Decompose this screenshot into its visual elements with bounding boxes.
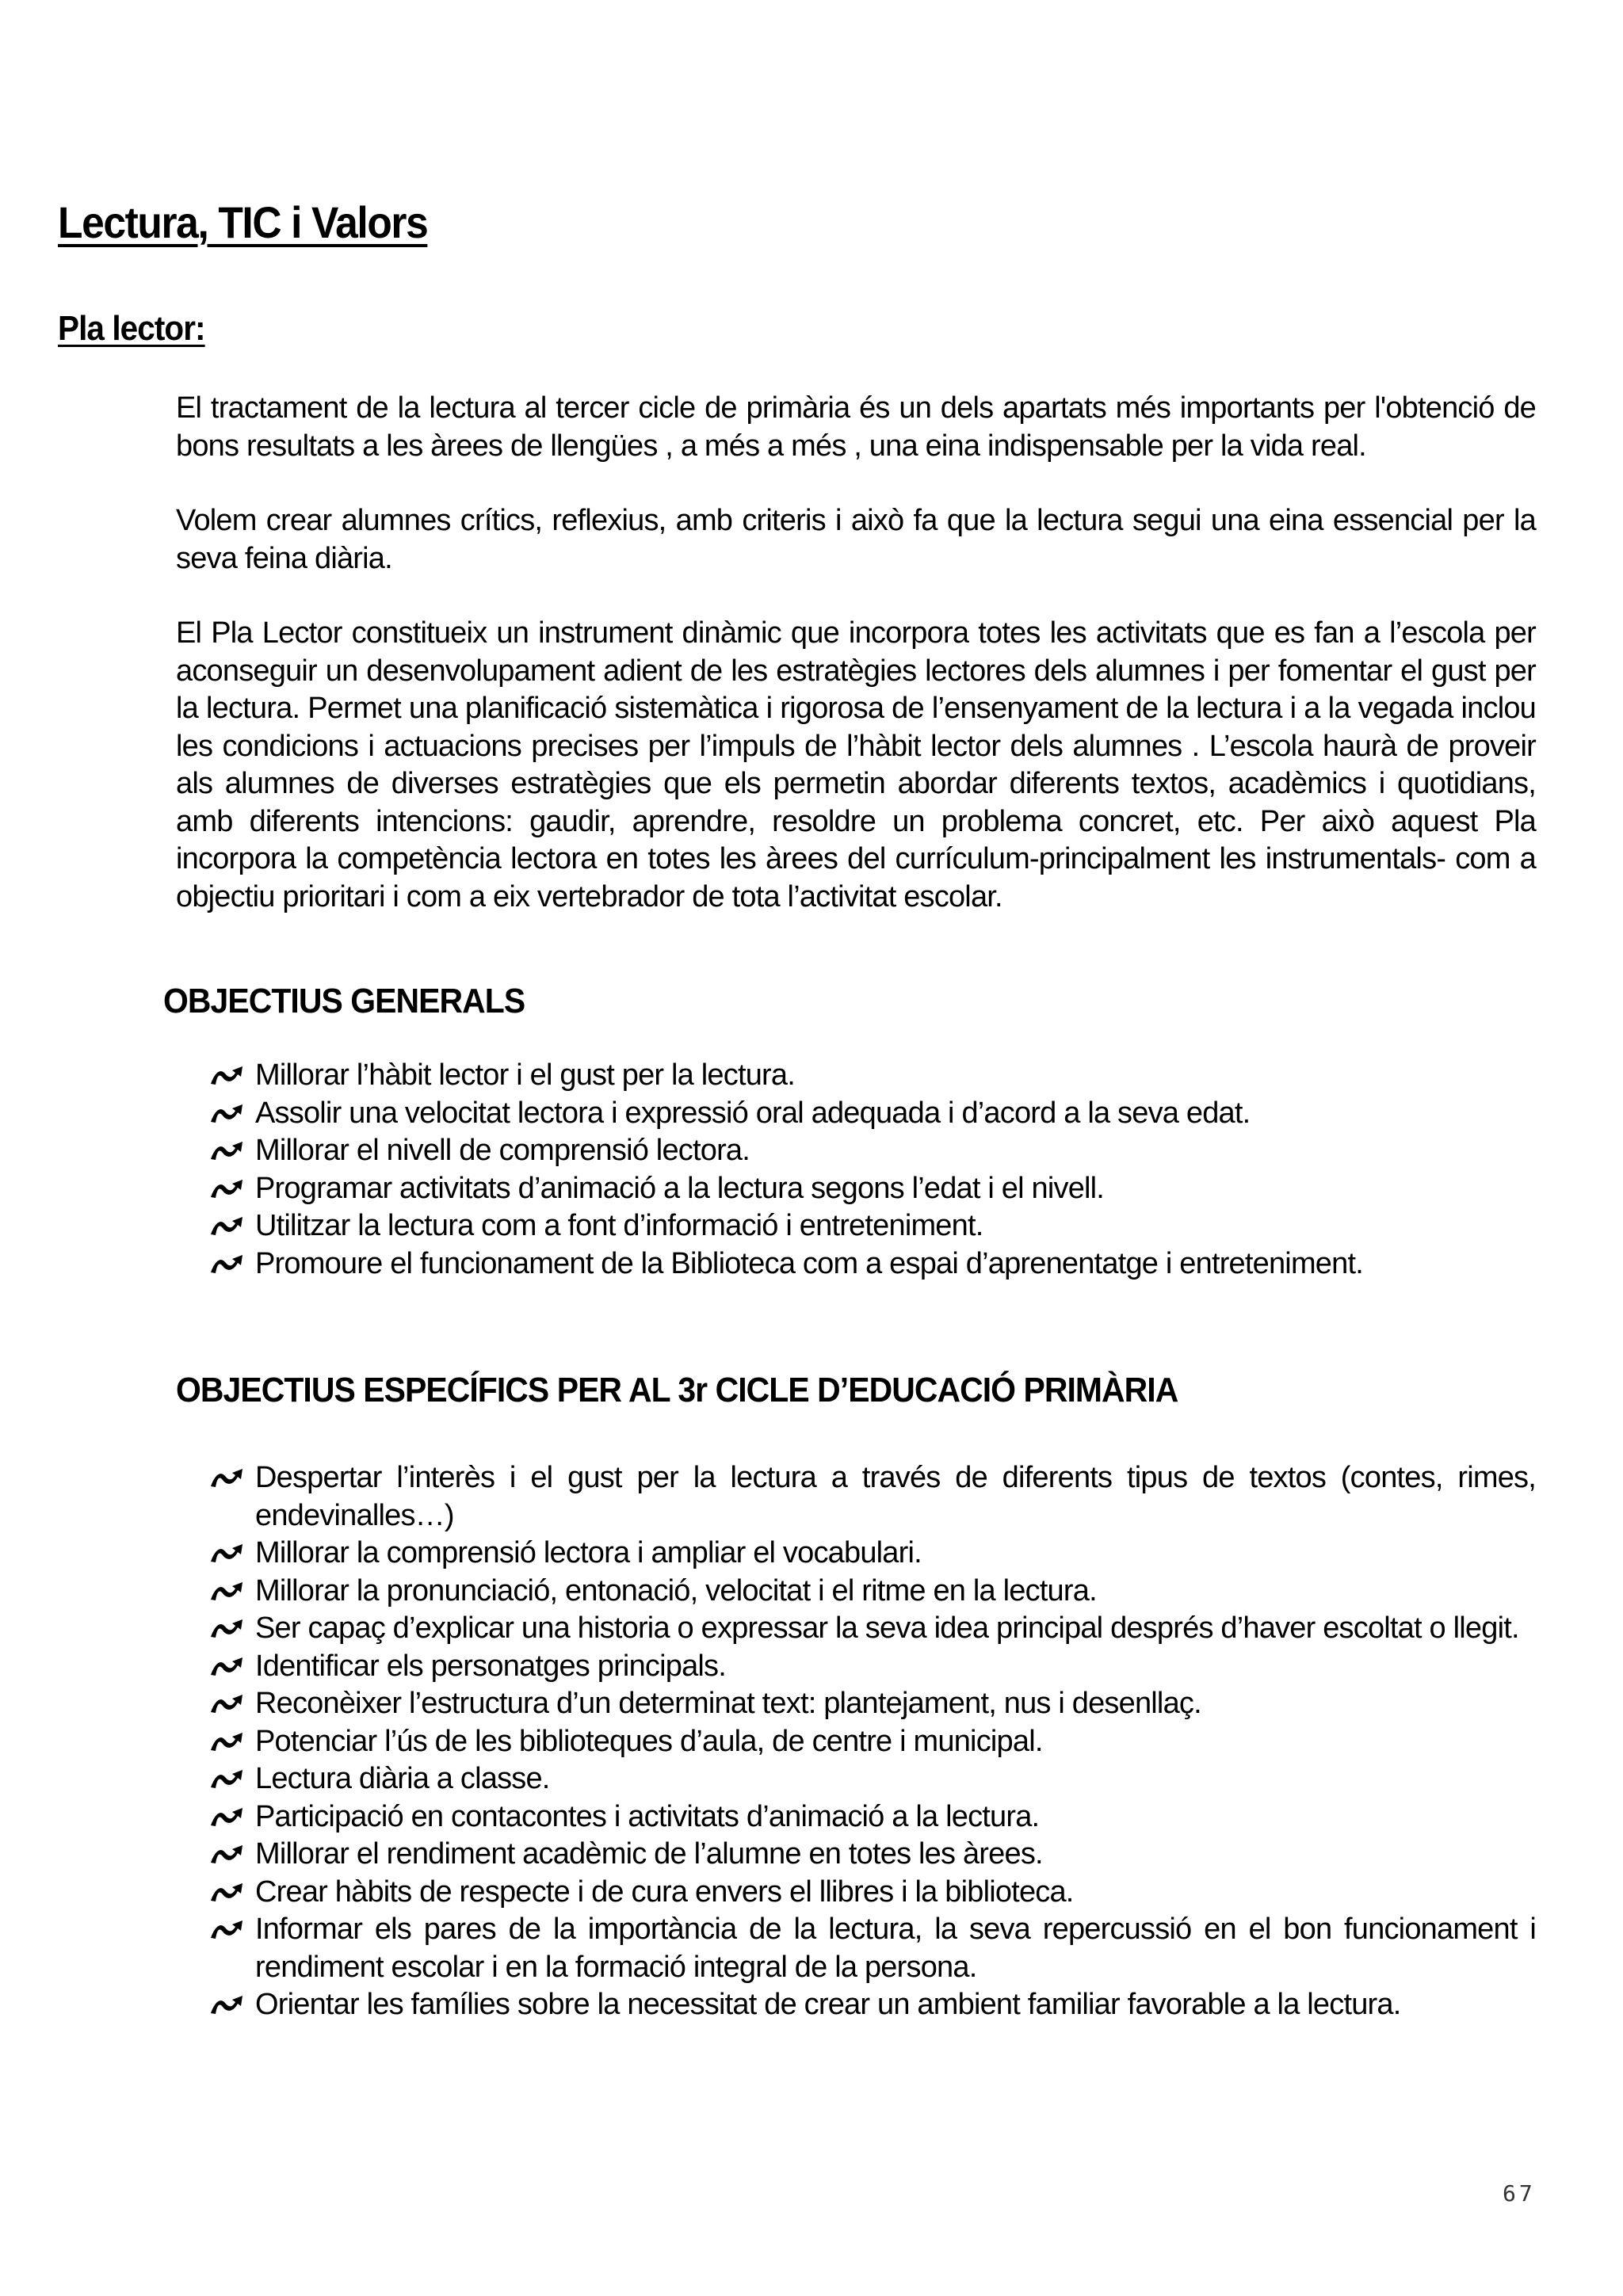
curved-arrow-icon xyxy=(208,1252,244,1276)
curved-arrow-icon xyxy=(208,1466,244,1489)
general-objectives-list xyxy=(208,1057,1536,1283)
list-item xyxy=(208,1057,1536,1095)
page-title: Lectura, TIC i Valors xyxy=(58,197,428,247)
list-item xyxy=(208,1986,1536,2024)
curved-arrow-icon xyxy=(208,1654,244,1678)
curved-arrow-icon xyxy=(208,1063,244,1087)
list-item-text: Potenciar l’ús de les biblioteques d’aula, de centre i municipal. xyxy=(255,1724,1043,1758)
curved-arrow-icon xyxy=(208,1767,244,1791)
curved-arrow-icon xyxy=(208,1880,244,1904)
list-item xyxy=(208,1207,1536,1245)
list-item-text: Crear hàbits de respecte i de cura envers el llibres i la biblioteca. xyxy=(255,1875,1074,1909)
list-item-text: Programar activitats d’animació a la lectura segons l’edat i el nivell. xyxy=(255,1171,1105,1205)
list-item xyxy=(208,1459,1536,1535)
curved-arrow-icon xyxy=(208,1730,244,1753)
list-item xyxy=(208,1245,1536,1283)
curved-arrow-icon xyxy=(208,1691,244,1715)
list-item-text: Assolir una velocitat lectora i expressió oral adequada i d’acord a la seva edat. xyxy=(255,1096,1251,1130)
paragraph: El Pla Lector constitueix un instrument dinàmic que incorpora totes les activitats que es fan a l’escola per aconseguir un desenvolupament adient de les estratègies lectores dels alumnes i per fomentar el gust per la lectura. Permet una planificació sistemàtica i rigorosa de l’ensenyament de la lectura i a la vegada inclou les condicions i actuacions precises per l’impuls de l’hàbit lector dels alumnes . L’escola haurà de proveir als alumnes de diverses estratègies que els permetin abordar diferents textos, acadèmics i quotidians, amb diferents intencions: gaudir, aprendre, resoldre un problema concret, etc. Per això aquest Pla incorpora la competència lectora en totes les àrees del currículum-principalment les instrumentals- com a objectiu prioritari i com a eix vertebrador de tota l’activitat escolar. xyxy=(176,616,1536,913)
curved-arrow-icon xyxy=(208,1616,244,1640)
curved-arrow-icon xyxy=(208,1138,244,1162)
list-item-text: Participació en contacontes i activitats d’animació a la lectura. xyxy=(255,1799,1040,1833)
list-item xyxy=(208,1874,1536,1912)
page-number: 67 xyxy=(1503,2180,1536,2206)
list-item-text: Reconèixer l’estructura d’un determinat text: plantejament, nus i desenllaç. xyxy=(255,1687,1201,1720)
list-item-text: Orientar les famílies sobre la necessitat de crear un ambient familiar favorable a la lectura. xyxy=(255,1988,1401,2021)
paragraph: Volem crear alumnes crítics, reflexius, amb criteris i això fa que la lectura segui una eina essencial per la seva feina diària. xyxy=(176,504,1536,575)
list-item-text: Millorar el rendiment acadèmic de l’alumne en totes les àrees. xyxy=(255,1837,1043,1871)
list-item xyxy=(208,1836,1536,1874)
list-item xyxy=(208,1911,1536,1986)
list-item-text: Millorar el nivell de comprensió lectora. xyxy=(255,1134,750,1167)
list-item xyxy=(208,1170,1536,1208)
curved-arrow-icon xyxy=(208,1917,244,1941)
list-item-text: Utilitzar la lectura com a font d’informació i entreteniment. xyxy=(255,1209,983,1242)
list-item xyxy=(208,1685,1536,1723)
list-item-text: Informar els pares de la importància de la lectura, la seva repercussió en el bon funcionament i rendiment escolar i en la formació integral de la persona. xyxy=(255,1913,1536,1984)
curved-arrow-icon xyxy=(208,1177,244,1200)
curved-arrow-icon xyxy=(208,1579,244,1603)
specific-objectives-list xyxy=(208,1459,1536,2024)
list-item-text: Identificar els personatges principals. xyxy=(255,1649,727,1683)
list-item-text: Millorar la comprensió lectora i ampliar el vocabulari. xyxy=(255,1536,922,1569)
curved-arrow-icon xyxy=(208,1805,244,1829)
curved-arrow-icon xyxy=(208,1842,244,1866)
curved-arrow-icon xyxy=(208,1993,244,2016)
list-item xyxy=(208,1573,1536,1611)
list-item-text: Ser capaç d’explicar una historia o expressar la seva idea principal després d’haver escoltat o llegit. xyxy=(255,1611,1519,1645)
list-item xyxy=(208,1798,1536,1836)
list-item-text: Lectura diària a classe. xyxy=(255,1762,550,1795)
list-item-text: Millorar l’hàbit lector i el gust per la lectura. xyxy=(255,1058,795,1092)
specific-objectives-heading: OBJECTIUS ESPECÍFICS PER AL 3r CICLE D’EDUCACIÓ PRIMÀRIA xyxy=(176,1371,1178,1409)
list-item xyxy=(208,1535,1536,1573)
section-subtitle: Pla lector: xyxy=(58,309,205,348)
list-item-text: Despertar l’interès i el gust per la lectura a través de diferents tipus de textos (contes, rimes, endevinalles…) xyxy=(255,1461,1536,1532)
list-item xyxy=(208,1610,1536,1648)
list-item xyxy=(208,1723,1536,1761)
list-item xyxy=(208,1095,1536,1133)
list-item xyxy=(208,1760,1536,1798)
curved-arrow-icon xyxy=(208,1214,244,1238)
curved-arrow-icon xyxy=(208,1101,244,1125)
curved-arrow-icon xyxy=(208,1541,244,1565)
general-objectives-heading: OBJECTIUS GENERALS xyxy=(163,982,525,1020)
list-item-text: Promoure el funcionament de la Biblioteca com a espai d’aprenentatge i entreteniment. xyxy=(255,1246,1363,1280)
list-item xyxy=(208,1648,1536,1686)
list-item-text: Millorar la pronunciació, entonació, velocitat i el ritme en la lectura. xyxy=(255,1573,1097,1608)
list-item xyxy=(208,1132,1536,1170)
paragraph: El tractament de la lectura al tercer cicle de primària és un dels apartats més importants per l'obtenció de bons resultats a les àrees de llengües , a més a més , una eina indispensable per la vida real. xyxy=(176,391,1536,463)
